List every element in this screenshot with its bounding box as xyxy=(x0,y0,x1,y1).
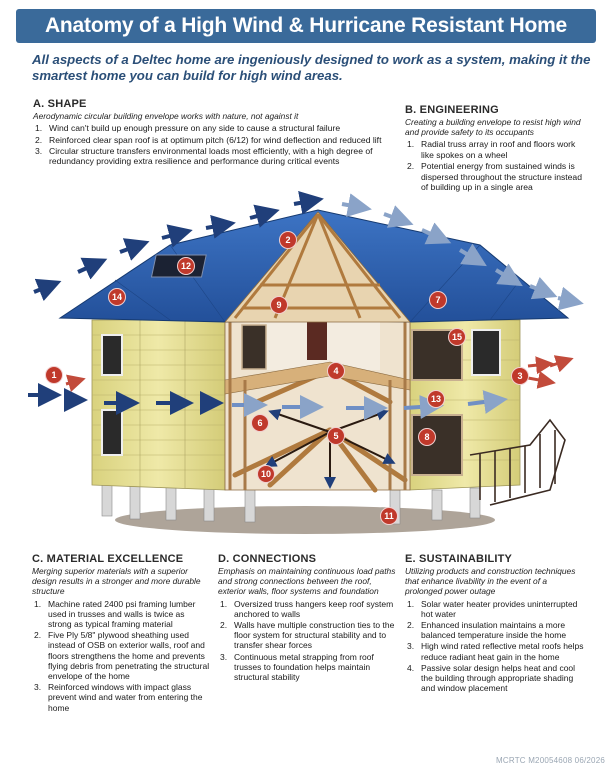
house-illustration xyxy=(20,190,592,540)
item-text: Machine rated 2400 psi framing lumber used in trusses and walls is twice as strong as typical framing material xyxy=(48,598,196,630)
callout-badge: 13 xyxy=(427,390,445,408)
list-item xyxy=(33,146,393,167)
item-text: Five Ply 5/8" plywood sheathing used instead of OSB on exterior walls, roof and floors strengthens the home and prevents flying debris from penetrating the structural envelope of the home xyxy=(48,630,210,682)
list-item xyxy=(405,620,585,640)
item-number: 2. xyxy=(35,134,43,145)
callout-badge: 4 xyxy=(327,362,345,380)
item-text: Continuous metal strapping from roof trusses to foundation helps maintain structural stability xyxy=(234,651,374,683)
section-heading: E. SUSTAINABILITY xyxy=(405,553,513,565)
callout-badge: 2 xyxy=(279,231,297,249)
list-item xyxy=(405,663,585,694)
callout-badge: 6 xyxy=(251,414,269,432)
list-item xyxy=(405,599,585,619)
item-number: 2. xyxy=(34,630,42,641)
callout-badge: 9 xyxy=(270,296,288,314)
list-item xyxy=(33,135,393,145)
callout-badge: 1 xyxy=(45,366,63,384)
item-text: Walls have multiple construction ties to the floor system for structural stability and to transfer shear forces xyxy=(234,620,395,651)
item-text: Enhanced insulation maintains a more balanced temperature inside the home xyxy=(421,620,567,641)
window xyxy=(472,330,500,375)
item-text: Solar water heater provides uninterrupted hot water xyxy=(421,598,578,619)
item-number: 2. xyxy=(220,620,228,631)
section-intro: Emphasis on maintaining continuous load paths and strong connections between the roof, exterior walls, floor systems and foundation xyxy=(218,566,396,597)
section-shape xyxy=(33,98,393,168)
section-heading: B. ENGINEERING xyxy=(405,104,499,116)
item-number: 2. xyxy=(407,620,415,631)
item-list xyxy=(218,599,398,683)
item-text: Reinforced clear span roof is at optimum pitch (6/12) for wind deflection and reduced lift xyxy=(49,134,382,145)
callout-badge: 7 xyxy=(429,291,447,309)
item-number: 1. xyxy=(34,598,42,609)
callout-badge: 5 xyxy=(327,427,345,445)
item-number: 1. xyxy=(220,598,228,609)
item-number: 4. xyxy=(407,662,415,673)
window xyxy=(242,325,266,369)
item-list xyxy=(405,599,585,694)
section-intro: Aerodynamic circular building envelope works with nature, not against it xyxy=(33,111,299,121)
list-item xyxy=(218,652,398,683)
window xyxy=(102,335,122,375)
section-heading: D. CONNECTIONS xyxy=(218,553,317,565)
item-text: Potential energy from sustained winds is dispersed throughout the structure instead of building up in a single area xyxy=(421,161,582,193)
list-item xyxy=(405,161,585,192)
section-material-excellence xyxy=(32,553,210,714)
callout-badge: 10 xyxy=(257,465,275,483)
listing-watermark: MCRTC M20054608 06/2026 xyxy=(496,756,605,765)
item-number: 1. xyxy=(35,123,43,134)
list-item xyxy=(218,599,398,619)
item-number: 3. xyxy=(407,641,415,652)
callout-badge: 11 xyxy=(380,507,398,525)
section-sustainability xyxy=(405,553,585,694)
list-item xyxy=(32,630,210,681)
list-item xyxy=(32,682,210,713)
section-intro: Creating a building envelope to resist high wind and provide safety to its occupants xyxy=(405,117,581,138)
item-text: Radial truss array in roof and floors work like spokes on a wheel xyxy=(421,139,576,160)
callout-badge: 15 xyxy=(448,328,466,346)
item-text: Oversized truss hangers keep roof system anchored to walls xyxy=(234,598,394,619)
item-number: 1. xyxy=(407,598,415,609)
callout-badge: 8 xyxy=(418,428,436,446)
item-number: 1. xyxy=(407,139,415,150)
section-intro: Utilizing products and construction techniques that enhance livability in the event of a prolonged power outage xyxy=(405,566,576,597)
list-item xyxy=(33,123,393,133)
callout-badge: 14 xyxy=(108,288,126,306)
page-title: Anatomy of a High Wind & Hurricane Resistant Home xyxy=(16,9,596,43)
section-heading: A. SHAPE xyxy=(33,98,87,110)
list-item xyxy=(405,641,585,661)
window xyxy=(102,410,122,455)
page-subtitle: All aspects of a Deltec home are ingeniously designed to work as a system, making it the smartest home you can build for high wind areas. xyxy=(32,52,591,83)
item-text: Passive solar design helps heat and cool the building through appropriate shading and window placement xyxy=(421,662,576,694)
list-item xyxy=(218,620,398,651)
item-list xyxy=(32,599,210,713)
callout-badge: 12 xyxy=(177,257,195,275)
item-text: Wind can't build up enough pressure on any side to cause a structural failure xyxy=(49,123,341,134)
item-list xyxy=(33,123,393,167)
item-number: 3. xyxy=(35,146,43,157)
item-text: Circular structure transfers environmental loads most efficiently, with a high degree of redundancy providing extra resilience and performance during critical events xyxy=(49,146,373,167)
section-heading: C. MATERIAL EXCELLENCE xyxy=(32,553,184,565)
list-item xyxy=(32,599,210,630)
section-intro: Merging superior materials with a superior design results in a stronger and more durable structure xyxy=(32,566,201,597)
item-number: 3. xyxy=(34,682,42,693)
item-number: 3. xyxy=(220,651,228,662)
item-text: High wind rated reflective metal roofs helps reduce radiant heat gain in the home xyxy=(421,641,584,662)
item-text: Reinforced windows with impact glass prevent wind and water from entering the home xyxy=(48,682,203,713)
item-list xyxy=(405,139,585,192)
section-connections xyxy=(218,553,398,683)
callout-badge: 3 xyxy=(511,367,529,385)
section-engineering xyxy=(405,104,585,193)
window xyxy=(412,415,462,475)
list-item xyxy=(405,139,585,160)
item-number: 2. xyxy=(407,161,415,172)
